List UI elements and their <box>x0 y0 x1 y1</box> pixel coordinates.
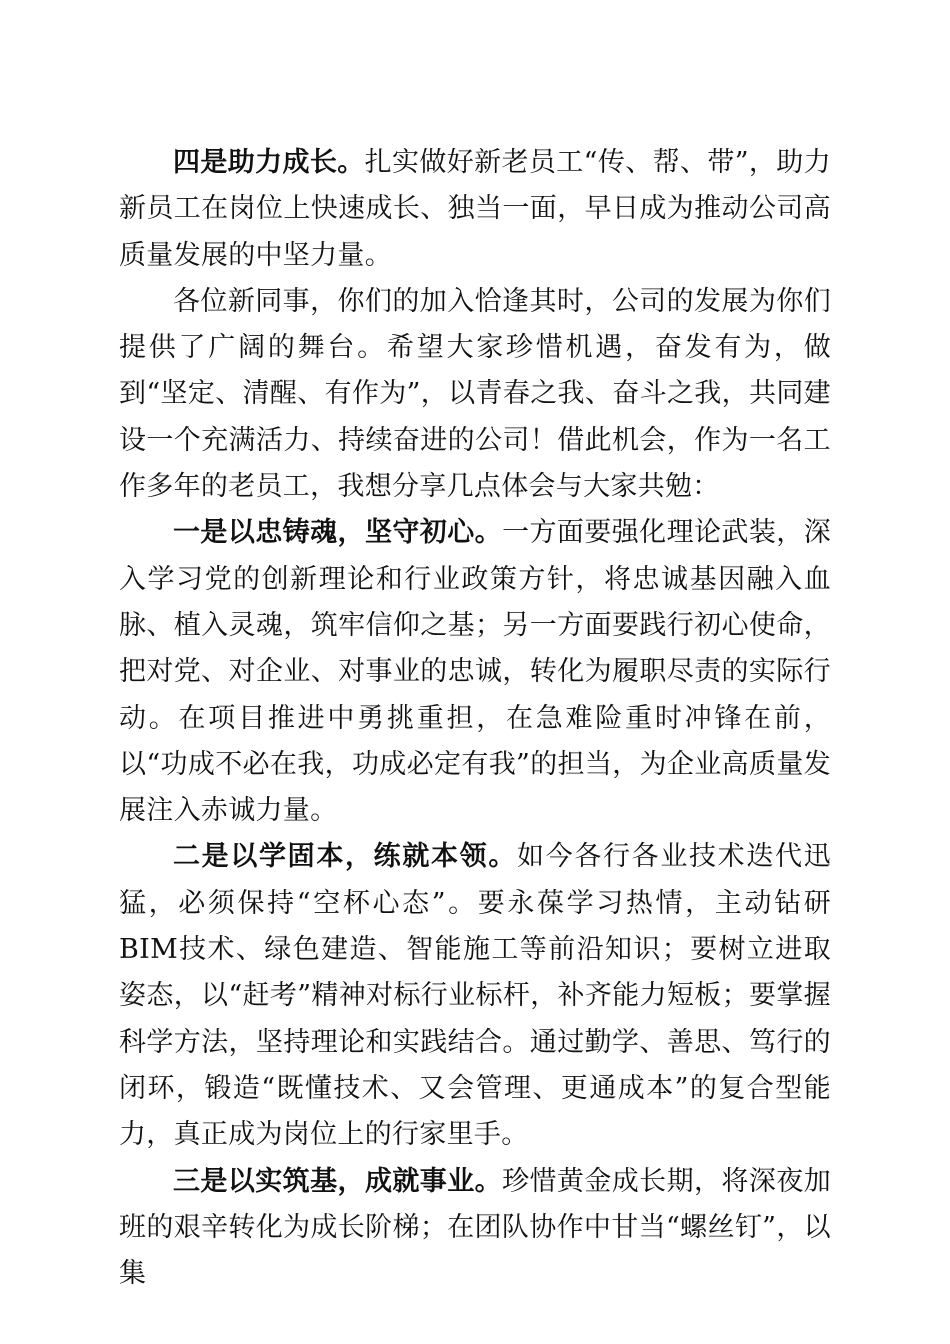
paragraph-heading: 一是以忠铸魂，坚守初心。 <box>173 517 503 549</box>
paragraph-practice <box>119 1159 831 1298</box>
paragraph-text: 如今各行各业技术迭代迅猛，必须保持“空杯心态”。要永葆学习热情，主动钻研BIM技术、绿色建造、智能施工等前沿知识；要树立进取姿态，以“赶考”精神对标行业标杆，补齐能力短板；要掌握科学方法，坚持理论和实践结合。通过勤学、善思、笃行的闭环，锻造“既懂技术、又会管理、更通成本”的复合型能力，真正成为岗位上的行家里手。 <box>119 841 831 1151</box>
paragraph-text: 珍惜黄金成长期，将深夜加班的艰辛转化为成长阶梯；在团队协作中甘当“螺丝钉”，以集 <box>119 1165 831 1290</box>
paragraph-heading: 三是以实筑基，成就事业。 <box>173 1165 503 1197</box>
paragraph-heading: 四是助力成长。 <box>173 147 365 178</box>
paragraph-learning <box>119 834 831 1158</box>
paragraph-address-new-colleagues <box>119 279 831 510</box>
paragraph-text: 各位新同事，你们的加入恰逢其时，公司的发展为你们提供了广阔的舞台。希望大家珍惜机遇，奋发有为，做到“坚定、清醒、有作为”，以青春之我、奋斗之我，共同建设一个充满活力、持续奋进的公司！借此机会，作为一名工作多年的老员工，我想分享几点体会与大家共勉： <box>119 285 831 503</box>
paragraph-heading: 二是以学固本，练就本领。 <box>173 841 518 873</box>
paragraph-text: 一方面要强化理论武装，深入学习党的创新理论和行业政策方针，将忠诚基因融入血脉、植入灵魂，筑牢信仰之基；另一方面要践行初心使命，把对党、对企业、对事业的忠诚，转化为履职尽责的实际行动。在项目推进中勇挑重担，在急难险重时冲锋在前，以“功成不必在我，功成必定有我”的担当，为企业高质量发展注入赤诚力量。 <box>119 517 831 827</box>
paragraph-text: 扎实做好新老员工“传、帮、带”，助力新员工在岗位上快速成长、独当一面，早日成为推动公司高质量发展的中坚力量。 <box>119 147 831 271</box>
paragraph-growth-support <box>119 140 831 279</box>
paragraph-loyalty <box>119 510 831 834</box>
document-body <box>119 140 831 1297</box>
